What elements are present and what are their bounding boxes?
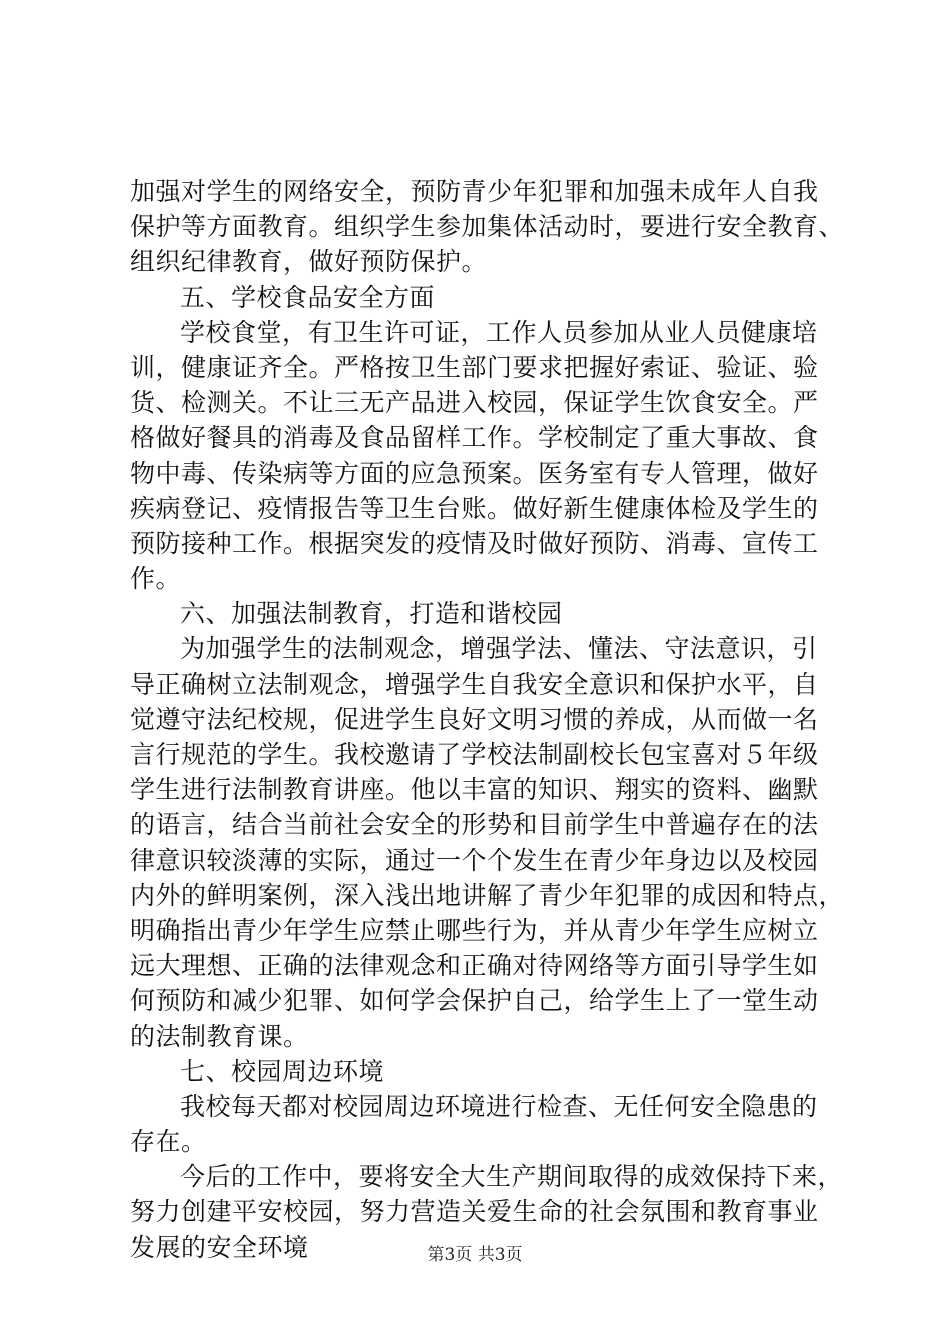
text-line: 学校食堂，有卫生许可证，工作人员参加从业人员健康培 bbox=[180, 317, 818, 347]
text-line: 的语言，结合当前社会安全的形势和目前学生中普遍存在的法 bbox=[130, 810, 819, 840]
page-footer bbox=[0, 1244, 950, 1266]
text-line: 货、检测关。不让三无产品进入校园，保证学生饮食安全。严 bbox=[130, 388, 819, 418]
text-line: 律意识较淡薄的实际，通过一个个发生在青少年身边以及校园 bbox=[130, 845, 819, 875]
text-line: 的法制教育课。 bbox=[130, 1021, 309, 1051]
text-line: 言行规范的学生。我校邀请了学校法制副校长包宝喜对５年级 bbox=[130, 740, 819, 769]
text-line: 作。 bbox=[130, 564, 182, 594]
text-line: 疾病登记、疫情报告等卫生台账。做好新生健康体检及学生的 bbox=[130, 493, 819, 523]
text-line: 为加强学生的法制观念，增强学法、懂法、守法意识，引 bbox=[180, 634, 818, 664]
text-line: 觉遵守法纪校规，促进学生良好文明习惯的养成，从而做一名 bbox=[130, 704, 819, 734]
page-indicator: 第3页 共3页 bbox=[427, 1245, 523, 1265]
text-line: 努力创建平安校园，努力营造关爱生命的社会氛围和教育事业 bbox=[130, 1197, 819, 1227]
section-heading: 五、学校食品安全方面 bbox=[180, 282, 436, 312]
text-line: 内外的鲜明案例，深入浅出地讲解了青少年犯罪的成因和特点， bbox=[130, 880, 845, 910]
text-line: 何预防和减少犯罪、如何学会保护自己，给学生上了一堂生动 bbox=[130, 986, 819, 1016]
document-body bbox=[130, 174, 845, 1265]
text-line: 加强对学生的网络安全，预防青少年犯罪和加强未成年人自我 bbox=[130, 177, 819, 206]
text-line: 格做好餐具的消毒及食品留样工作。学校制定了重大事故、食 bbox=[130, 423, 819, 453]
text-line: 发展的安全环境 bbox=[130, 1232, 309, 1262]
text-line: 导正确树立法制观念，增强学生自我安全意识和保护水平，自 bbox=[130, 669, 819, 699]
text-line: 今后的工作中，要将安全大生产期间取得的成效保持下来， bbox=[180, 1162, 844, 1192]
text-line: 物中毒、传染病等方面的应急预案。医务室有专人管理，做好 bbox=[130, 458, 819, 488]
text-line: 组织纪律教育，做好预防保护。 bbox=[130, 247, 488, 277]
text-line: 存在。 bbox=[130, 1127, 207, 1157]
text-line: 明确指出青少年学生应禁止哪些行为，并从青少年学生应树立 bbox=[130, 915, 819, 945]
text-line: 预防接种工作。根据突发的疫情及时做好预防、消毒、宣传工 bbox=[130, 528, 819, 558]
section-heading: 七、校园周边环境 bbox=[180, 1056, 385, 1086]
text-line: 保护等方面教育。组织学生参加集体活动时，要进行安全教育、 bbox=[130, 212, 845, 242]
text-line: 远大理想、正确的法律观念和正确对待网络等方面引导学生如 bbox=[130, 951, 819, 981]
text-line: 学生进行法制教育讲座。他以丰富的知识、翔实的资料、幽默 bbox=[130, 775, 819, 805]
text-line: 训，健康证齐全。严格按卫生部门要求把握好索证、验证、验 bbox=[130, 352, 819, 382]
text-line: 我校每天都对校园周边环境进行检查、无任何安全隐患的 bbox=[180, 1091, 818, 1121]
section-heading: 六、加强法制教育，打造和谐校园 bbox=[180, 599, 563, 629]
